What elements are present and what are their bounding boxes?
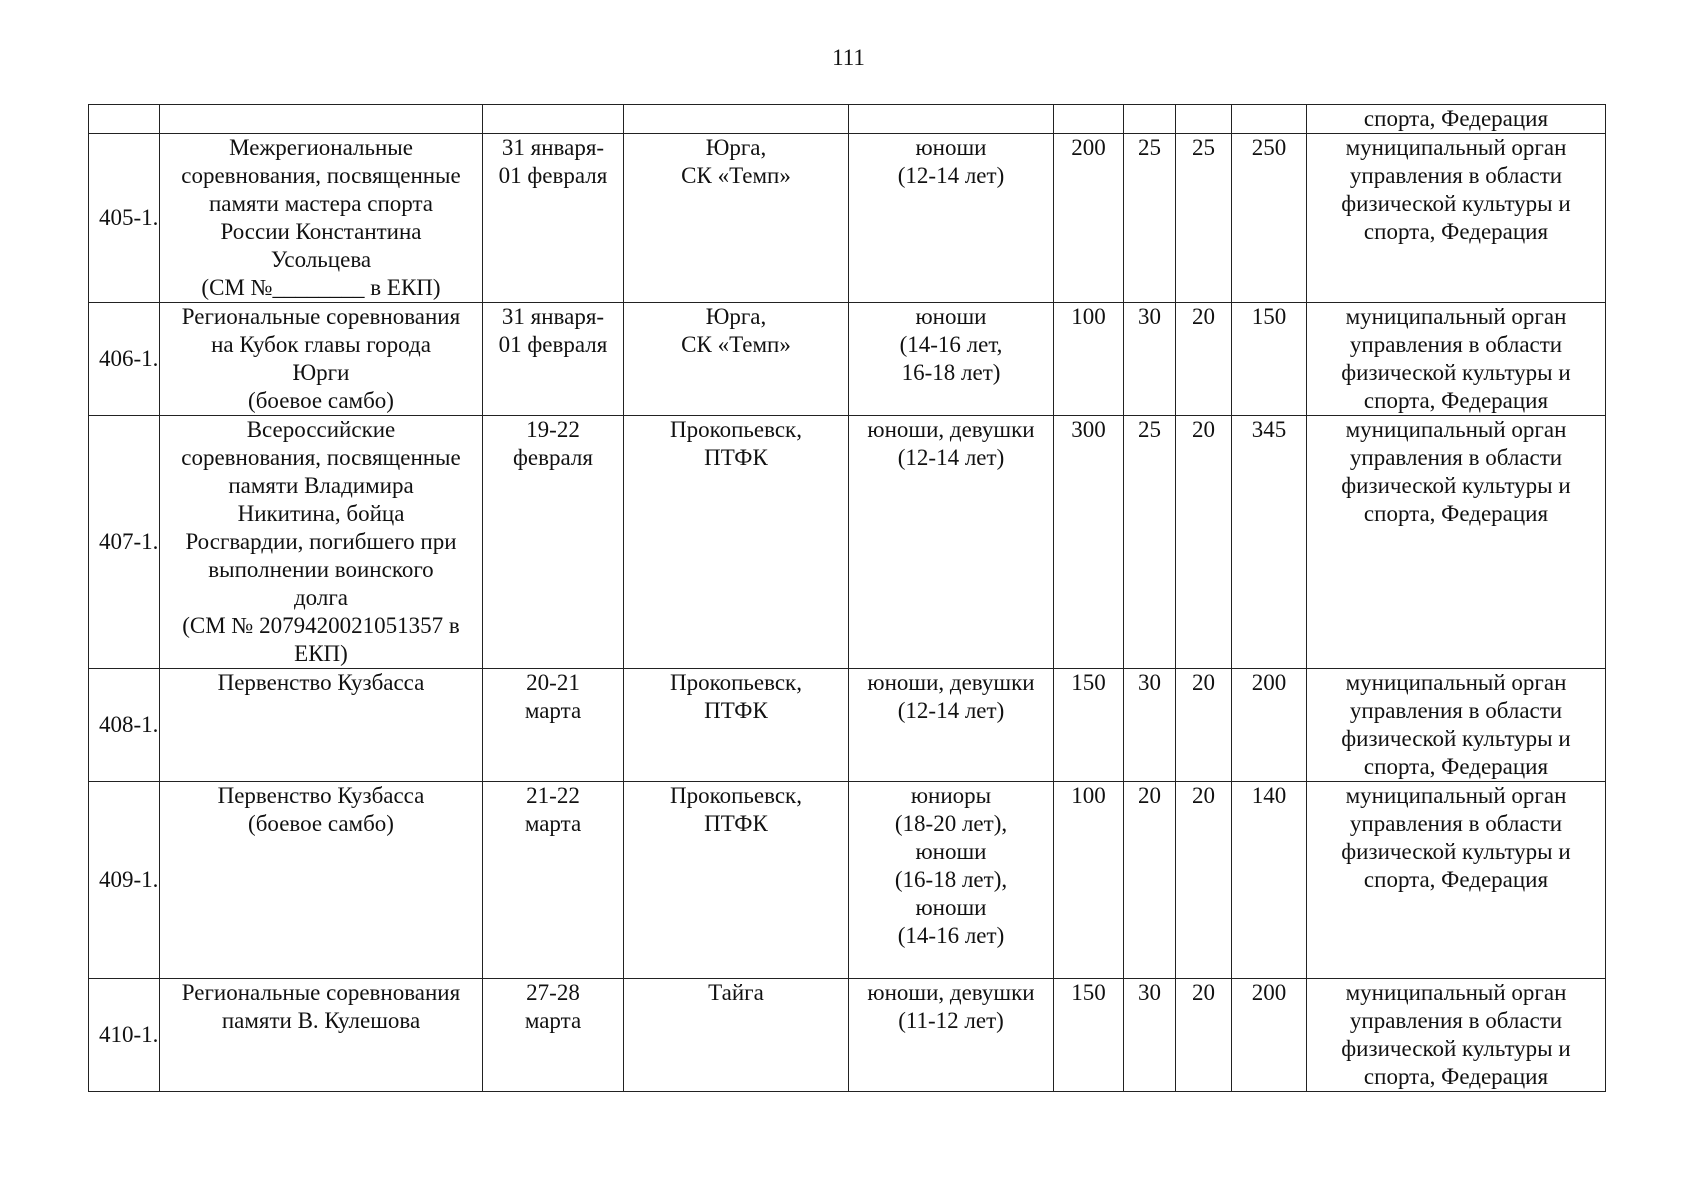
table-row	[89, 134, 1606, 303]
cell-line: юноши	[915, 839, 987, 864]
cell-line: (боевое самбо)	[248, 811, 394, 836]
cell-line: памяти В. Кулешова	[221, 1008, 421, 1033]
cell-n1: 100	[1054, 303, 1124, 416]
cell-line: (18-20 лет),	[894, 811, 1008, 836]
cell-line: 27-28	[526, 980, 580, 1005]
cell-n2: 25	[1124, 134, 1176, 303]
cell-line: 20-21	[526, 670, 580, 695]
cell-line: управления в области	[1349, 445, 1563, 470]
cell-responsible	[1307, 669, 1606, 782]
cell-n1: 300	[1054, 416, 1124, 669]
cell-line: 21-22	[526, 783, 580, 808]
cell-place	[624, 979, 849, 1092]
cell-line: (14-16 лет)	[897, 923, 1005, 948]
cell-line: (боевое самбо)	[248, 388, 394, 413]
cell-line: 31 января-	[501, 304, 605, 329]
cell-line: Никитина, бойца	[237, 501, 405, 526]
cell-line: спорта, Федерация	[1363, 219, 1549, 244]
cell-line: долга	[293, 585, 349, 610]
cell-dates	[483, 303, 624, 416]
cell-n2	[1124, 105, 1176, 134]
cell-line: Прокопьевск,	[670, 783, 802, 808]
cell-dates	[483, 416, 624, 669]
cell-name	[160, 669, 483, 782]
cell-line: Росгвардии, погибшего при	[185, 529, 457, 554]
cell-participants	[849, 105, 1054, 134]
cell-total: 250	[1232, 134, 1307, 303]
cell-place	[624, 669, 849, 782]
cell-participants	[849, 669, 1054, 782]
cell-line: муниципальный орган	[1345, 980, 1567, 1005]
cell-line: юноши	[915, 304, 987, 329]
table-row	[89, 979, 1606, 1092]
cell-line: Региональные соревнования	[181, 304, 461, 329]
cell-line: муниципальный орган	[1345, 783, 1567, 808]
cell-name	[160, 303, 483, 416]
cell-line: Первенство Кузбасса	[217, 783, 425, 808]
cell-line: юноши	[915, 895, 987, 920]
cell-line: физической культуры и	[1341, 360, 1571, 385]
cell-num: 405-1.	[89, 134, 160, 303]
cell-place	[624, 134, 849, 303]
cell-line: Усольцева	[270, 247, 372, 272]
cell-n3: 20	[1176, 979, 1232, 1092]
cell-line: Прокопьевск,	[670, 417, 802, 442]
cell-n2: 30	[1124, 303, 1176, 416]
cell-n1: 100	[1054, 782, 1124, 979]
cell-num: 407-1.	[89, 416, 160, 669]
cell-participants	[849, 782, 1054, 979]
cell-n1: 150	[1054, 979, 1124, 1092]
cell-line: ЕКП)	[294, 641, 348, 666]
cell-line: февраля	[513, 445, 593, 470]
cell-responsible	[1307, 416, 1606, 669]
cell-line: ПТФК	[704, 698, 768, 723]
cell-participants	[849, 416, 1054, 669]
cell-line: Юрга,	[705, 304, 767, 329]
cell-responsible	[1307, 134, 1606, 303]
cell-name	[160, 782, 483, 979]
cell-line: (12-14 лет)	[897, 698, 1005, 723]
cell-line: соревнования, посвященные	[181, 445, 461, 470]
cell-place	[624, 105, 849, 134]
cell-line: марта	[524, 1008, 582, 1033]
cell-place	[624, 416, 849, 669]
cell-n3	[1176, 105, 1232, 134]
cell-line: (14-16 лет,	[899, 332, 1003, 357]
cell-line: физической культуры и	[1341, 726, 1571, 751]
table-row	[89, 669, 1606, 782]
table-row	[89, 303, 1606, 416]
cell-line: юноши, девушки	[867, 980, 1035, 1005]
cell-line: памяти мастера спорта	[208, 191, 434, 216]
cell-participants	[849, 134, 1054, 303]
cell-line: Всероссийские	[246, 417, 396, 442]
cell-n2: 30	[1124, 979, 1176, 1092]
cell-line: России Константина	[220, 219, 422, 244]
cell-line: физической культуры и	[1341, 1036, 1571, 1061]
cell-line: Межрегиональные	[229, 135, 413, 160]
cell-line: муниципальный орган	[1345, 417, 1567, 442]
cell-name	[160, 134, 483, 303]
cell-dates	[483, 979, 624, 1092]
cell-line: муниципальный орган	[1345, 135, 1567, 160]
cell-dates	[483, 782, 624, 979]
cell-line: памяти Владимира	[228, 473, 414, 498]
table-row	[89, 416, 1606, 669]
cell-n3: 20	[1176, 782, 1232, 979]
cell-name	[160, 105, 483, 134]
cell-line: (11-12 лет)	[898, 1008, 1004, 1033]
cell-place	[624, 303, 849, 416]
cell-line: управления в области	[1349, 332, 1563, 357]
cell-n3: 20	[1176, 303, 1232, 416]
cell-responsible	[1307, 979, 1606, 1092]
cell-line: спорта, Федерация	[1363, 501, 1549, 526]
cell-n1: 150	[1054, 669, 1124, 782]
cell-line: выполнении воинского	[208, 557, 434, 582]
cell-total: 140	[1232, 782, 1307, 979]
cell-line: (СМ №________ в ЕКП)	[201, 275, 441, 300]
cell-line: юноши	[915, 135, 987, 160]
cell-line: марта	[524, 811, 582, 836]
cell-line: СК «Темп»	[681, 332, 791, 357]
cell-n2: 25	[1124, 416, 1176, 669]
table-row	[89, 782, 1606, 979]
cell-line: СК «Темп»	[681, 163, 791, 188]
events-table	[88, 104, 1606, 1092]
cell-line: юноши, девушки	[867, 670, 1035, 695]
cell-n3: 20	[1176, 669, 1232, 782]
cell-line: Прокопьевск,	[670, 670, 802, 695]
cell-total: 200	[1232, 979, 1307, 1092]
cell-participants	[849, 303, 1054, 416]
cell-name	[160, 979, 483, 1092]
cell-total: 150	[1232, 303, 1307, 416]
cell-line: ПТФК	[704, 811, 768, 836]
cell-n2: 30	[1124, 669, 1176, 782]
cell-line: физической культуры и	[1341, 191, 1571, 216]
cell-line: 01 февраля	[498, 332, 608, 357]
cell-place	[624, 782, 849, 979]
cell-total	[1232, 105, 1307, 134]
cell-num: 408-1.	[89, 669, 160, 782]
cell-num: 410-1.	[89, 979, 160, 1092]
cell-participants	[849, 979, 1054, 1092]
cell-line: физической культуры и	[1341, 473, 1571, 498]
cell-dates	[483, 134, 624, 303]
continuation-row	[89, 105, 1606, 134]
cell-responsible	[1307, 303, 1606, 416]
cell-line: 16-18 лет)	[901, 360, 1001, 385]
cell-line: юноши, девушки	[867, 417, 1035, 442]
cell-line: (16-18 лет),	[894, 867, 1008, 892]
cell-num: 409-1.	[89, 782, 160, 979]
cell-n3: 20	[1176, 416, 1232, 669]
cell-line: Первенство Кузбасса	[217, 670, 425, 695]
cell-dates	[483, 669, 624, 782]
cell-line: спорта, Федерация	[1363, 754, 1549, 779]
cell-total: 200	[1232, 669, 1307, 782]
cell-n1: 200	[1054, 134, 1124, 303]
cell-line: спорта, Федерация	[1363, 867, 1549, 892]
cell-line: управления в области	[1349, 163, 1563, 188]
cell-line: управления в области	[1349, 1008, 1563, 1033]
cell-name	[160, 416, 483, 669]
cell-line: муниципальный орган	[1345, 304, 1567, 329]
cell-line: Тайга	[708, 980, 764, 1005]
page-number: 111	[832, 45, 865, 70]
cell-line: (СМ № 2079420021051357 в	[182, 613, 460, 638]
cell-num: 406-1.	[89, 303, 160, 416]
cell-line: Юрга,	[705, 135, 767, 160]
cell-line: физической культуры и	[1341, 839, 1571, 864]
cell-line: муниципальный орган	[1345, 670, 1567, 695]
cell-line: 19-22	[526, 417, 580, 442]
cell-line: Юрги	[292, 360, 350, 385]
cell-line: (12-14 лет)	[897, 445, 1005, 470]
cell-line: марта	[524, 698, 582, 723]
cell-line: ПТФК	[704, 445, 768, 470]
cell-line: 31 января-	[501, 135, 605, 160]
cell-dates	[483, 105, 624, 134]
cell-line: управления в области	[1349, 811, 1563, 836]
cell-line: (12-14 лет)	[897, 163, 1005, 188]
cell-responsible: спорта, Федерация	[1307, 105, 1606, 134]
cell-total: 345	[1232, 416, 1307, 669]
cell-n2: 20	[1124, 782, 1176, 979]
cell-responsible	[1307, 782, 1606, 979]
cell-line: управления в области	[1349, 698, 1563, 723]
cell-n3: 25	[1176, 134, 1232, 303]
cell-line: спорта, Федерация	[1363, 388, 1549, 413]
cell-line: спорта, Федерация	[1363, 1064, 1549, 1089]
cell-line: юниоры	[910, 783, 992, 808]
cell-line: Региональные соревнования	[181, 980, 461, 1005]
cell-line: на Кубок главы города	[211, 332, 431, 357]
cell-n1	[1054, 105, 1124, 134]
cell-line: соревнования, посвященные	[181, 163, 461, 188]
cell-num	[89, 105, 160, 134]
cell-line: 01 февраля	[498, 163, 608, 188]
